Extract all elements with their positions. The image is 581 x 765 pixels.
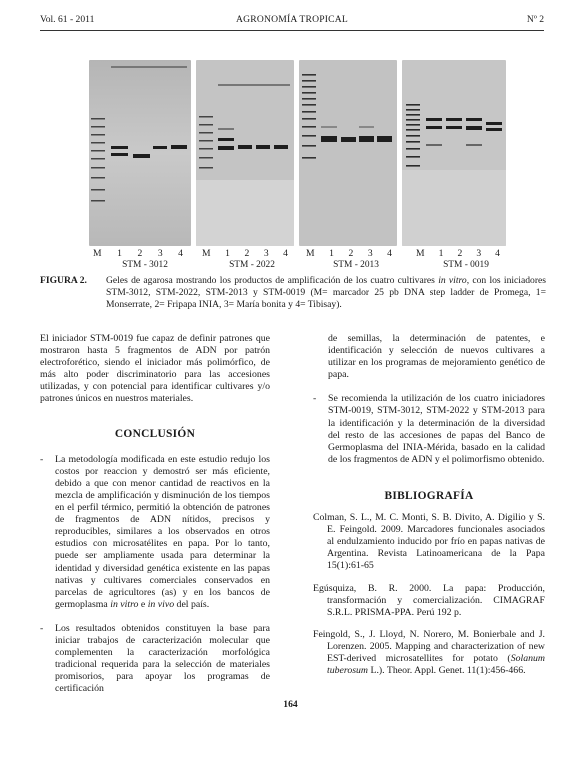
lane-labels-stm-2013 bbox=[306, 248, 392, 260]
lane-label: 3 bbox=[476, 248, 482, 259]
lane-label: M bbox=[306, 248, 315, 259]
paragraph: El iniciador STM-0019 fue capaz de definir patrones que mostraron hasta 5 fragmentos de ADN por patrón electroforético, siendo el iniciador más polimórfico, de más alto poder discriminatorio para las accesiones utilizadas, y con potencial para identificar cultivares y/o patrones únicos en nuestros materiales. bbox=[40, 333, 270, 405]
italic-term: in vivo bbox=[147, 598, 175, 610]
bullet-text: del país. bbox=[174, 598, 210, 610]
gel-image-stm-2013 bbox=[299, 60, 397, 246]
reference-item bbox=[313, 629, 545, 677]
lane-label: M bbox=[416, 248, 425, 259]
gel-image-stm-0019 bbox=[402, 60, 506, 246]
left-column bbox=[40, 333, 270, 695]
lane-label: 4 bbox=[178, 248, 183, 259]
lane-label: 4 bbox=[387, 248, 392, 259]
primer-label-stm-2013: STM - 2013 bbox=[333, 260, 379, 270]
page-number: 164 bbox=[283, 699, 298, 710]
lane-label: 3 bbox=[157, 248, 163, 259]
lane-label: 4 bbox=[495, 248, 500, 259]
lane-labels-stm-0019 bbox=[416, 248, 500, 260]
bibliography-heading: BIBLIOGRAFÍA bbox=[384, 489, 474, 502]
primer-label-stm-2022: STM - 2022 bbox=[229, 260, 275, 270]
primer-label-stm-0019: STM - 0019 bbox=[443, 260, 489, 270]
right-column bbox=[313, 333, 545, 677]
caption-italic: in vitro bbox=[438, 275, 467, 286]
lane-label: 1 bbox=[329, 248, 334, 259]
reference-item: Colman, S. L., M. C. Monti, S. B. Divito, A. Digilio y S. E. Feingold. 2009. Marcadores funcionales asociados al endulzamiento inducido por frío en papas nativas de Argentina. Revista Latinoamericana de la Papa 15(1):61-65 bbox=[313, 512, 545, 572]
primer-label-stm-3012: STM - 3012 bbox=[122, 260, 168, 270]
bullet-continuation: de semillas, la determinación de patentes, e identificación y selección de nuevos cultivares a utilizar en los programas de mejoramiento genético de papa. bbox=[328, 333, 545, 381]
conclusion-bullet bbox=[313, 393, 545, 466]
reference-text: L.). Theor. Appl. Genet. 11(1):456-466. bbox=[368, 665, 526, 677]
conclusion-bullet bbox=[40, 623, 270, 696]
conclusion-heading: CONCLUSIÓN bbox=[114, 427, 196, 440]
bullet-text: La metodología modificada en este estudio redujo los costos por reaccion y demostró ser más eficiente, debido a que con menor cantidad de reactivos en la mezcla de amplificación y disminución de los tiempos en el perfil térmico, permitió la obtención de patrones de fragmentos de ADN nítidos, precisos y reproducibles, similares a los observados en otros estudios con microsatélites en papa. Por lo tanto, puede ser ampliamente usada para determinar la identidad y diversidad genética existente en las papas nativas y cultivares comerciales conservados en parcelas de agricultores (as) y en los bancos de germoplasma bbox=[55, 453, 270, 610]
lane-label: 2 bbox=[457, 248, 463, 259]
lane-label: M bbox=[202, 248, 211, 259]
caption-text: , con los iniciadores STM-3012, STM-2022, STM-2013 y STM-0019 (M= marcador 25 pb DNA step ladder de Promega, 1= Monserrate, 2= Fripapa INIA, 3= María bonita y 4= Tibisay). bbox=[106, 275, 547, 310]
reference-item: Egúsquiza, B. R. 2000. La papa: Producción, transformación y comercialización. CIMAGRAF S.R.L. PRISMA-PPA. Perú 192 p. bbox=[313, 582, 545, 618]
running-header bbox=[40, 14, 544, 28]
gel-image-stm-3012 bbox=[89, 60, 191, 246]
volume-label: Vol. 61 - 2011 bbox=[40, 14, 95, 25]
lane-label: 4 bbox=[283, 248, 288, 259]
lane-label: 2 bbox=[348, 248, 354, 259]
reference-text: Feingold, S., J. Lloyd, N. Norero, M. Bonierbale and J. Lorenzen. 2005. Mapping and characterization of new EST-derived microsatellites for potato ( bbox=[313, 628, 545, 664]
gel-image-stm-2022 bbox=[196, 60, 294, 246]
lane-label: 1 bbox=[225, 248, 230, 259]
bullet-text: Los resultados obtenidos constituyen la base para iniciar trabajos de caracterización molecular que complementen la caracterización morfológica tradicional requerida para la selección de materiales promisorios, para apoyar los programas de certificación bbox=[55, 622, 270, 695]
lane-labels-stm-3012 bbox=[93, 248, 183, 260]
lane-label: 2 bbox=[244, 248, 250, 259]
caption-text: Geles de agarosa mostrando los productos de amplificación de los cuatro cultivares bbox=[106, 275, 439, 286]
bullet-text: Se recomienda la utilización de los cuatro iniciadores STM-0019, STM-3012, STM-2022 y STM-2013 para la identificación y la determinación de la diversidad del resto de las accesiones de papas del Banco de Germoplasma del INIA-Mérida, basado en la calidad de los fragmentos de ADN y el polimorfismo obtenido. bbox=[328, 393, 545, 465]
journal-title: AGRONOMÍA TROPICAL bbox=[236, 14, 348, 25]
lane-label: 2 bbox=[137, 248, 143, 259]
conclusion-bullet bbox=[40, 454, 270, 611]
figure-caption-text bbox=[106, 275, 546, 311]
lane-labels-stm-2022 bbox=[202, 248, 288, 260]
lane-label: 3 bbox=[263, 248, 269, 259]
header-rule bbox=[40, 30, 544, 31]
bullet-dash: - bbox=[40, 453, 44, 465]
lane-label: 1 bbox=[438, 248, 444, 259]
lane-label: 3 bbox=[367, 248, 373, 259]
species-name: Solanum tuberosum bbox=[327, 652, 545, 677]
bullet-text: e bbox=[138, 598, 148, 610]
issue-number: Nº 2 bbox=[526, 14, 544, 25]
bullet-dash: - bbox=[313, 393, 317, 405]
figure-label: FIGURA 2. bbox=[40, 275, 87, 286]
lane-label: 1 bbox=[117, 248, 122, 259]
bullet-dash: - bbox=[40, 622, 44, 634]
italic-term: in vitro bbox=[110, 598, 139, 610]
lane-label: M bbox=[93, 248, 102, 259]
